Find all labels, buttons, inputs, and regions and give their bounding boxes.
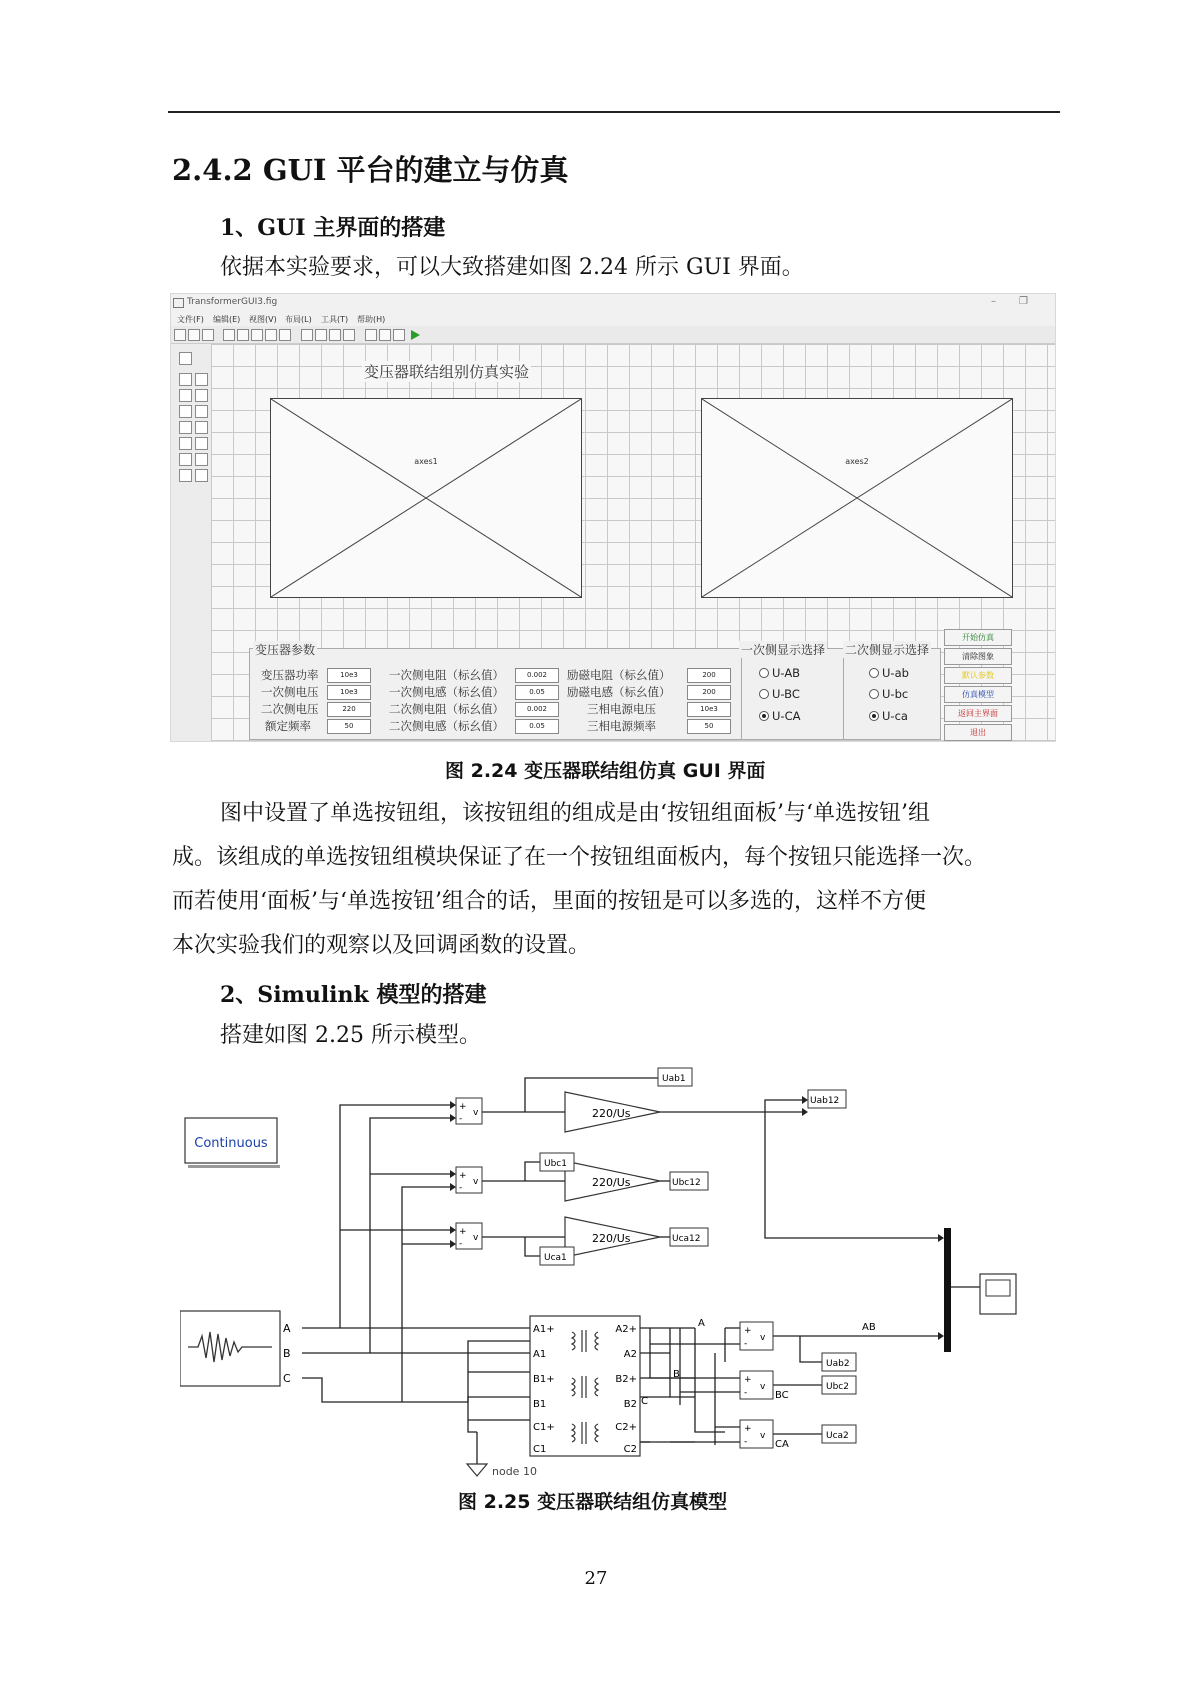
- gui-menubar: [171, 312, 1055, 326]
- param-label: 二次侧电感（标幺值）: [389, 719, 504, 733]
- ground-icon: [467, 1464, 487, 1476]
- save-icon[interactable]: [202, 329, 214, 341]
- secondary-buttongroup-title: 二次侧显示选择: [845, 643, 930, 657]
- param-label: 一次侧电压: [261, 685, 319, 699]
- simulink-diagram: [180, 1062, 1050, 1477]
- radio-u-bc-lower[interactable]: U-bc: [869, 687, 908, 701]
- goto-ubc1[interactable]: [540, 1153, 574, 1171]
- radio-off-icon: [869, 668, 879, 678]
- svg-text:v: v: [760, 1333, 766, 1343]
- voltage-measurement-bc[interactable]: [456, 1167, 482, 1193]
- figure-2-24-caption: 图 2.24 变压器联结组仿真 GUI 界面: [445, 760, 766, 782]
- simulink-intro-paragraph: 搭建如图 2.25 所示模型。: [220, 1023, 481, 1048]
- gui-figure: [170, 293, 1056, 742]
- line-tag-bc: BC: [775, 1390, 789, 1401]
- radio-u-ca-lower[interactable]: U-ca: [869, 709, 908, 723]
- frequency-input[interactable]: 50: [327, 719, 371, 734]
- menu-layout[interactable]: 布局(L): [285, 315, 312, 324]
- three-phase-transformer-block[interactable]: [530, 1316, 640, 1456]
- svg-text:-: -: [744, 1388, 748, 1398]
- paragraph-line: 本次实验我们的观察以及回调函数的设置。: [172, 933, 591, 958]
- paragraph-line: 图中设置了单选按钮组，该按钮组的组成是由‘按钮组面板’与‘单选按钮’组: [220, 801, 930, 826]
- activex-icon[interactable]: [195, 469, 208, 482]
- paragraph-line: 成。该组成的单选按钮组模块保证了在一个按钮组面板内，每个按钮只能选择一次。: [172, 845, 987, 870]
- svg-text:-: -: [459, 1183, 463, 1193]
- svg-text:-: -: [744, 1339, 748, 1349]
- r1-input[interactable]: 0.002: [515, 668, 559, 683]
- subsection-heading-simulink: 2、Simulink 模型的搭建: [220, 982, 487, 1008]
- align-icon[interactable]: [301, 329, 313, 341]
- copy-icon[interactable]: [237, 329, 249, 341]
- component-palette: [171, 344, 212, 741]
- svg-text:v: v: [473, 1177, 479, 1187]
- svg-text:+: +: [459, 1227, 467, 1237]
- simulink-figure: [180, 1062, 1050, 1477]
- param-label: 二次侧电阻（标幺值）: [389, 702, 504, 716]
- static-text-icon[interactable]: [195, 405, 208, 418]
- page-number: 27: [584, 1568, 608, 1589]
- source-voltage-input[interactable]: 10e3: [687, 702, 731, 717]
- svg-text:-: -: [459, 1114, 463, 1124]
- r2-input[interactable]: 0.002: [515, 702, 559, 717]
- voltage-measurement-ab-secondary[interactable]: [740, 1322, 773, 1350]
- param-label: 二次侧电压: [261, 702, 319, 716]
- object-browser-icon[interactable]: [393, 329, 405, 341]
- svg-text:220/Us: 220/Us: [592, 1107, 631, 1120]
- gui-toolbar: [171, 326, 1055, 344]
- tab-order-icon[interactable]: [329, 329, 341, 341]
- params-panel-title: 变压器参数: [255, 643, 316, 657]
- radiobutton-icon[interactable]: [179, 389, 192, 402]
- source-port-c: C: [283, 1372, 291, 1385]
- rm-input[interactable]: 200: [687, 668, 731, 683]
- restore-icon[interactable]: ❐: [1019, 296, 1028, 307]
- menu-edit[interactable]: 编辑(E): [213, 315, 241, 324]
- default-params-button[interactable]: 默认参数: [944, 667, 1012, 684]
- source-port-b: B: [283, 1347, 291, 1360]
- goto-ubc2[interactable]: [822, 1376, 856, 1394]
- svg-text:Uab1: Uab1: [662, 1074, 686, 1084]
- menu-help[interactable]: 帮助(H): [357, 315, 386, 324]
- svg-text:220/Us: 220/Us: [592, 1176, 631, 1189]
- popup-menu-icon[interactable]: [179, 421, 192, 434]
- simulation-model-button[interactable]: 仿真模型: [944, 686, 1012, 703]
- three-phase-source-block[interactable]: [180, 1311, 280, 1386]
- clear-plot-button[interactable]: 清除图象: [944, 648, 1012, 665]
- primary-voltage-input[interactable]: 10e3: [327, 685, 371, 700]
- subsection-heading-gui: 1、GUI 主界面的搭建: [220, 215, 446, 241]
- panel-icon[interactable]: [195, 453, 208, 466]
- gui-intro-paragraph: 依据本实验要求，可以大致搭建如图 2.24 所示 GUI 界面。: [220, 255, 804, 280]
- phase-tag-b: B: [673, 1369, 680, 1380]
- toggle-icon[interactable]: [179, 437, 192, 450]
- figure-icon: [173, 298, 184, 308]
- paste-icon[interactable]: [251, 329, 263, 341]
- mux-block[interactable]: [944, 1228, 951, 1352]
- arrowheads: [450, 1096, 944, 1340]
- goto-ubc12[interactable]: [670, 1172, 708, 1190]
- lm-input[interactable]: 200: [687, 685, 731, 700]
- open-icon[interactable]: [188, 329, 200, 341]
- param-label: 励磁电感（标幺值）: [567, 685, 671, 699]
- radio-off-icon: [759, 668, 769, 678]
- svg-text:-: -: [459, 1239, 463, 1249]
- gui-figure-title: 变压器联结组别仿真实验: [364, 363, 530, 381]
- radio-on-icon: [869, 711, 879, 721]
- svg-text:-: -: [744, 1437, 748, 1447]
- pushbutton-icon[interactable]: [179, 373, 192, 386]
- svg-text:B1+: B1+: [533, 1374, 555, 1385]
- svg-text:Ubc12: Ubc12: [672, 1178, 701, 1188]
- start-simulation-button[interactable]: 开始仿真: [944, 629, 1012, 646]
- svg-text:Uca12: Uca12: [672, 1234, 701, 1244]
- axes2-cross: [702, 399, 1012, 597]
- voltage-measurement-ab[interactable]: [456, 1098, 482, 1124]
- goto-uab1[interactable]: [658, 1068, 692, 1086]
- svg-text:C2: C2: [623, 1444, 637, 1455]
- ground-label: node 10: [492, 1465, 537, 1477]
- goto-uca1[interactable]: [540, 1247, 574, 1265]
- back-to-main-button[interactable]: 返回主界面: [944, 705, 1012, 722]
- editor-icon[interactable]: [365, 329, 377, 341]
- radio-off-icon: [759, 689, 769, 699]
- svg-text:B1: B1: [533, 1399, 547, 1410]
- exit-button[interactable]: 退出: [944, 724, 1012, 741]
- svg-text:+: +: [744, 1375, 752, 1385]
- buttongroup-icon[interactable]: [179, 469, 192, 482]
- secondary-voltage-input[interactable]: 220: [327, 702, 371, 717]
- svg-text:A2: A2: [623, 1349, 637, 1360]
- menu-tools[interactable]: 工具(T): [321, 315, 349, 324]
- axes1-placeholder[interactable]: [270, 398, 582, 598]
- svg-text:220/Us: 220/Us: [592, 1232, 631, 1245]
- param-label: 三相电源电压: [587, 702, 656, 716]
- line-tag-ab: AB: [862, 1322, 876, 1333]
- line-tag-ca: CA: [775, 1439, 789, 1450]
- listbox-icon[interactable]: [195, 421, 208, 434]
- param-label: 一次侧电感（标幺值）: [389, 685, 504, 699]
- svg-text:v: v: [760, 1382, 766, 1392]
- svg-text:+: +: [744, 1326, 752, 1336]
- svg-text:Uca2: Uca2: [826, 1431, 849, 1441]
- signal-wires: [302, 1078, 980, 1445]
- l1-input[interactable]: 0.05: [515, 685, 559, 700]
- param-label: 额定频率: [265, 719, 311, 733]
- svg-text:C2+: C2+: [615, 1422, 637, 1433]
- radio-u-ab-lower[interactable]: U-ab: [869, 666, 909, 680]
- goto-uab12[interactable]: [808, 1090, 846, 1108]
- goto-uab2[interactable]: [822, 1353, 856, 1371]
- voltage-measurement-ca-secondary[interactable]: [740, 1420, 773, 1448]
- menu-file[interactable]: 文件(F): [177, 315, 204, 324]
- goto-uca2[interactable]: [822, 1425, 856, 1443]
- powergui-label: Continuous: [194, 1136, 268, 1151]
- axes2-label: axes2: [845, 457, 869, 466]
- edit-text-icon[interactable]: [179, 405, 192, 418]
- new-icon[interactable]: [174, 329, 186, 341]
- cut-icon[interactable]: [223, 329, 235, 341]
- svg-text:Uca1: Uca1: [544, 1253, 567, 1263]
- param-label: 一次侧电阻（标幺值）: [389, 668, 504, 682]
- gain-block-ab[interactable]: [565, 1092, 660, 1132]
- redo-icon[interactable]: [279, 329, 291, 341]
- voltage-measurement-bc-secondary[interactable]: [740, 1371, 773, 1399]
- svg-text:A1+: A1+: [533, 1324, 555, 1335]
- radio-u-bc[interactable]: U-BC: [759, 687, 800, 701]
- svg-text:v: v: [760, 1431, 766, 1441]
- axes1-cross: [271, 399, 581, 597]
- voltage-measurement-ca[interactable]: [456, 1223, 482, 1249]
- undo-icon[interactable]: [265, 329, 277, 341]
- radio-u-ca[interactable]: U-CA: [759, 709, 800, 723]
- svg-text:Uab2: Uab2: [826, 1359, 850, 1369]
- svg-text:+: +: [744, 1424, 752, 1434]
- svg-text:+: +: [459, 1102, 467, 1112]
- svg-text:Uab12: Uab12: [810, 1096, 840, 1106]
- radio-u-ab[interactable]: U-AB: [759, 666, 800, 680]
- minimize-icon[interactable]: –: [991, 296, 996, 307]
- svg-text:B2+: B2+: [615, 1374, 637, 1385]
- power-input[interactable]: 10e3: [327, 668, 371, 683]
- axes-icon[interactable]: [179, 453, 192, 466]
- menu-view[interactable]: 视图(V): [249, 315, 277, 324]
- svg-text:A1: A1: [533, 1349, 547, 1360]
- phase-tag-a: A: [698, 1318, 705, 1329]
- run-icon[interactable]: [411, 330, 420, 340]
- select-arrow-icon[interactable]: [179, 352, 192, 365]
- section-heading: 2.4.2 GUI 平台的建立与仿真: [172, 153, 569, 187]
- checkbox-icon[interactable]: [195, 389, 208, 402]
- phase-tag-c: C: [641, 1396, 648, 1407]
- menu-editor-icon[interactable]: [315, 329, 327, 341]
- gui-window-title: TransformerGUI3.fig: [187, 297, 278, 307]
- header-rule: [168, 111, 1060, 113]
- gain-block-bc[interactable]: [565, 1161, 660, 1201]
- source-frequency-input[interactable]: 50: [687, 719, 731, 734]
- radio-off-icon: [869, 689, 879, 699]
- gain-block-ca[interactable]: [565, 1217, 660, 1257]
- figure-2-25-caption: 图 2.25 变压器联结组仿真模型: [458, 1491, 728, 1513]
- table-icon[interactable]: [195, 437, 208, 450]
- gui-titlebar: [171, 294, 1055, 312]
- svg-text:v: v: [473, 1108, 479, 1118]
- goto-uca12[interactable]: [670, 1228, 708, 1246]
- svg-text:B2: B2: [623, 1399, 637, 1410]
- param-label: 三相电源频率: [587, 719, 656, 733]
- svg-text:C1+: C1+: [533, 1422, 555, 1433]
- axes1-label: axes1: [414, 457, 438, 466]
- radio-on-icon: [759, 711, 769, 721]
- svg-text:A2+: A2+: [615, 1324, 637, 1335]
- axes2-placeholder[interactable]: [701, 398, 1013, 598]
- toolbar-editor-icon[interactable]: [343, 329, 355, 341]
- svg-text:Ubc1: Ubc1: [544, 1159, 567, 1169]
- source-port-a: A: [283, 1322, 291, 1335]
- paragraph-line: 而若使用‘面板’与‘单选按钮’组合的话，里面的按钮是可以多选的，这样不方便: [172, 889, 926, 914]
- primary-buttongroup-title: 一次侧显示选择: [741, 643, 826, 657]
- svg-text:Ubc2: Ubc2: [826, 1382, 849, 1392]
- powergui-shadow: [188, 1165, 280, 1168]
- scope-screen-icon: [986, 1280, 1010, 1296]
- svg-text:C1: C1: [533, 1444, 547, 1455]
- param-label: 变压器功率: [261, 668, 319, 682]
- param-label: 励磁电阻（标幺值）: [567, 668, 671, 682]
- property-inspector-icon[interactable]: [379, 329, 391, 341]
- l2-input[interactable]: 0.05: [515, 719, 559, 734]
- slider-icon[interactable]: [195, 373, 208, 386]
- svg-text:v: v: [473, 1233, 479, 1243]
- svg-text:+: +: [459, 1171, 467, 1181]
